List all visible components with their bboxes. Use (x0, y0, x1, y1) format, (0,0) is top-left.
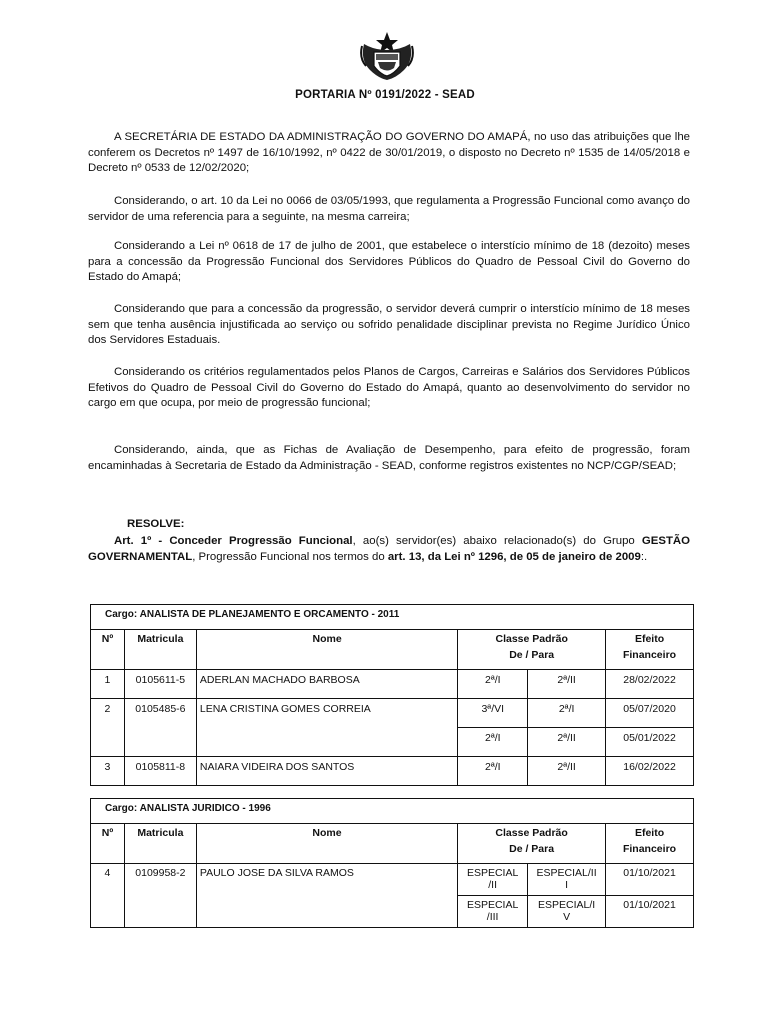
considering-paragraph-3: Considerando que para a concessão da progressão, o servidor deverá cumprir o interstício mínimo de 18 meses sem que tenha ausência injustificada ao serviço ou sofrido penalidade disciplinar prevista no Regime Jurídico Único dos Servidores Estaduais. (88, 303, 690, 346)
cell-matricula: 0105485-6 (124, 699, 196, 757)
column-header-efeito (606, 824, 694, 864)
efeito-sub-label: Financeiro (622, 842, 677, 855)
cell-n: 3 (91, 757, 125, 786)
table-1-cargo: Cargo: ANALISTA DE PLANEJAMENTO E ORCAMENTO - 2011 (91, 605, 694, 630)
article-1-law: art. 13, da Lei nº 1296, de 05 de janeiro de 2009 (387, 550, 641, 563)
column-header-matricula: Matricula (124, 824, 196, 864)
cell-para: 2ª/II (528, 757, 606, 786)
article-1-group: GESTÃO GOVERNAMENTAL (88, 535, 691, 563)
article-1-heading: Art. 1º - Conceder Progressão Funcional (114, 535, 353, 547)
document-title: PORTARIA Nº 0191/2022 - SEAD (295, 89, 475, 101)
cell-efeito: 28/02/2022 (606, 670, 694, 699)
cell-para (528, 896, 606, 928)
cell-de-line-1: ESPECIAL (466, 899, 519, 911)
cell-para: 2ª/II (528, 670, 606, 699)
article-1-text-b: , Progressão Funcional nos termos do (192, 550, 388, 563)
article-1 (88, 534, 690, 565)
column-header-classe (458, 630, 606, 670)
cell-n: 4 (91, 864, 125, 928)
progression-table-2 (90, 798, 694, 928)
classe-label: Classe Padrão (495, 633, 568, 645)
column-header-matricula: Matricula (124, 630, 196, 670)
cell-nome: NAIARA VIDEIRA DOS SANTOS (196, 757, 457, 786)
preamble-paragraph: A SECRETÁRIA DE ESTADO DA ADMINISTRAÇÃO DO GOVERNO DO AMAPÁ, no uso das atribuições que lhe conferem os Decretos nº 1497 de 16/10/1992, nº 0422 de 30/01/2019, o disposto no Decreto nº 1535 de 14/05/2018 e Decreto nº 0533 de 12/02/2020; (88, 131, 690, 174)
cell-para-line-2: I (565, 879, 569, 891)
column-header-efeito (606, 630, 694, 670)
cell-para (528, 864, 606, 896)
cell-efeito: 01/10/2021 (606, 896, 694, 928)
cell-de: 2ª/I (458, 757, 528, 786)
cell-para-line-1: ESPECIAL/II (536, 867, 597, 879)
coat-of-arms-icon (360, 30, 414, 82)
cell-para-line-1: ESPECIAL/I (537, 899, 596, 911)
considering-paragraph-5: Considerando, ainda, que as Fichas de Avaliação de Desempenho, para efeito de progressão, foram encaminhadas à Secretaria de Estado da Administração - SEAD, conforme registros existentes no NCP/CGP/SEAD; (88, 444, 690, 472)
column-header-n: Nº (91, 630, 125, 670)
cell-de-line-1: ESPECIAL (466, 867, 519, 879)
considering-paragraph-4: Considerando os critérios regulamentados pelos Planos de Cargos, Carreiras e Salários dos Servidores Públicos Efetivos do Quadro de Pessoal Civil do Governo do Estado do Amapá, quanto ao desenvolvimento do servidor no cargo em que ocupa, por meio de progressão funcional; (88, 366, 690, 409)
column-header-n: Nº (91, 824, 125, 864)
cell-matricula: 0109958-2 (124, 864, 196, 928)
column-header-nome: Nome (196, 630, 457, 670)
cell-efeito: 05/07/2020 (606, 699, 694, 728)
cell-de (458, 864, 528, 896)
considering-paragraph-2: Considerando a Lei nº 0618 de 17 de julho de 2001, que estabelece o interstício mínimo de 18 (dezoito) meses para a concessão da Progressão Funcional dos Servidores Públicos do Quadro de Pessoal Civil do Governo do Estado do Amapá; (88, 240, 690, 283)
efeito-sub-label: Financeiro (622, 648, 677, 661)
article-1-text-a: , ao(s) servidor(es) abaixo relacionado(s) do Grupo (352, 535, 642, 547)
table-2-cargo: Cargo: ANALISTA JURIDICO - 1996 (91, 799, 694, 824)
classe-sub-label: De / Para (509, 648, 555, 661)
efeito-label: Efeito (634, 827, 665, 839)
table-row (91, 757, 694, 786)
cell-efeito: 01/10/2021 (606, 864, 694, 896)
cell-de-line-2: /II (488, 879, 498, 891)
classe-label: Classe Padrão (495, 827, 568, 839)
cell-nome: ADERLAN MACHADO BARBOSA (196, 670, 457, 699)
table-row (91, 670, 694, 699)
progression-table-1 (90, 604, 694, 786)
cell-para-line-2: V (563, 911, 571, 923)
cell-nome: LENA CRISTINA GOMES CORREIA (196, 699, 457, 757)
cell-de: 2ª/I (458, 670, 528, 699)
resolve-heading: RESOLVE: (127, 518, 185, 530)
cell-para: 2ª/II (528, 728, 606, 757)
cell-de (458, 896, 528, 928)
column-header-classe (458, 824, 606, 864)
cell-n: 1 (91, 670, 125, 699)
article-1-text-c: :. (640, 550, 648, 563)
cell-n: 2 (91, 699, 125, 757)
cell-efeito: 05/01/2022 (606, 728, 694, 757)
classe-sub-label: De / Para (509, 842, 555, 855)
considering-paragraph-1: Considerando, o art. 10 da Lei no 0066 de 03/05/1993, que regulamenta a Progressão Funcional como avanço do servidor de uma referencia para a seguinte, na mesma carreira; (88, 195, 690, 223)
column-header-nome: Nome (196, 824, 457, 864)
cell-de: 2ª/I (458, 728, 528, 757)
cell-para: 2ª/I (528, 699, 606, 728)
efeito-label: Efeito (634, 633, 665, 645)
cell-nome: PAULO JOSE DA SILVA RAMOS (196, 864, 457, 928)
cell-matricula: 0105611-5 (124, 670, 196, 699)
cell-matricula: 0105811-8 (124, 757, 196, 786)
cell-de-line-2: /III (486, 911, 499, 923)
cell-de: 3ª/VI (458, 699, 528, 728)
cell-efeito: 16/02/2022 (606, 757, 694, 786)
table-row (91, 699, 694, 728)
table-row (91, 864, 694, 896)
